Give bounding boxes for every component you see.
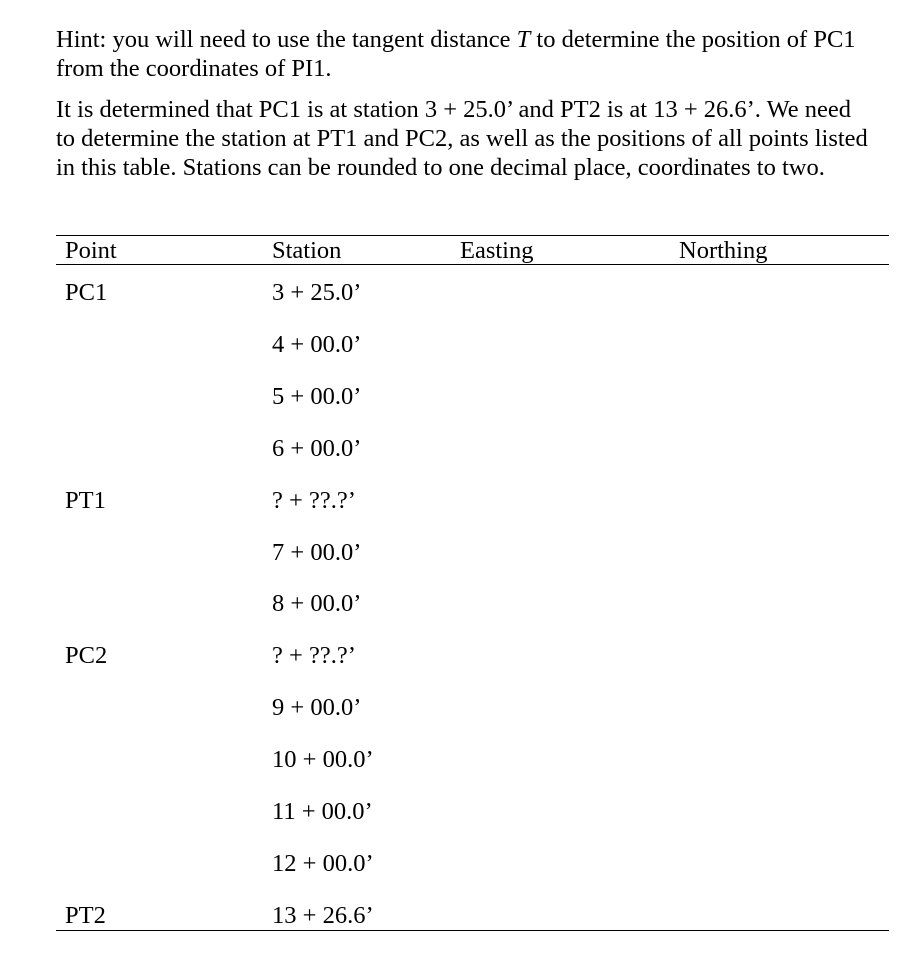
- table-cell-station: 3 + 25.0’: [272, 279, 362, 306]
- description-line-3: in this table. Stations can be rounded to one decimal place, coordinates to two.: [56, 154, 825, 181]
- table-cell-point: PT1: [65, 487, 106, 514]
- header-point: Point: [65, 237, 117, 264]
- hint-line-1: Hint: you will need to use the tangent distance T to determine the position of PC1: [56, 26, 856, 53]
- hint-line-2: from the coordinates of PI1.: [56, 55, 332, 82]
- table-cell-station: ? + ??.?’: [272, 487, 356, 514]
- table-cell-station: 7 + 00.0’: [272, 539, 362, 566]
- table-cell-station: 6 + 00.0’: [272, 435, 362, 462]
- table-cell-station: 5 + 00.0’: [272, 383, 362, 410]
- header-easting: Easting: [460, 237, 534, 264]
- description-line-1: It is determined that PC1 is at station 3 + 25.0’ and PT2 is at 13 + 26.6’. We need: [56, 96, 852, 123]
- table-cell-station: 9 + 00.0’: [272, 694, 362, 721]
- table-cell-point: PC1: [65, 279, 108, 306]
- table-top-rule: [56, 235, 889, 236]
- table-cell-station: ? + ??.?’: [272, 642, 356, 669]
- table-cell-point: PC2: [65, 642, 108, 669]
- hint-paragraph: [56, 25, 896, 83]
- table-cell-station: 8 + 00.0’: [272, 590, 362, 617]
- table-cell-station: 13 + 26.6’: [272, 902, 374, 929]
- table-cell-station: 11 + 00.0’: [272, 798, 373, 825]
- table-cell-station: 10 + 00.0’: [272, 746, 374, 773]
- description-line-2: to determine the station at PT1 and PC2, as well as the positions of all points listed: [56, 125, 868, 152]
- header-station: Station: [272, 237, 342, 264]
- header-northing: Northing: [679, 237, 768, 264]
- table-cell-point: PT2: [65, 902, 106, 929]
- table-cell-station: 12 + 00.0’: [272, 850, 374, 877]
- table-bottom-rule: [56, 930, 889, 931]
- table-cell-station: 4 + 00.0’: [272, 331, 362, 358]
- description-paragraph: [56, 95, 896, 182]
